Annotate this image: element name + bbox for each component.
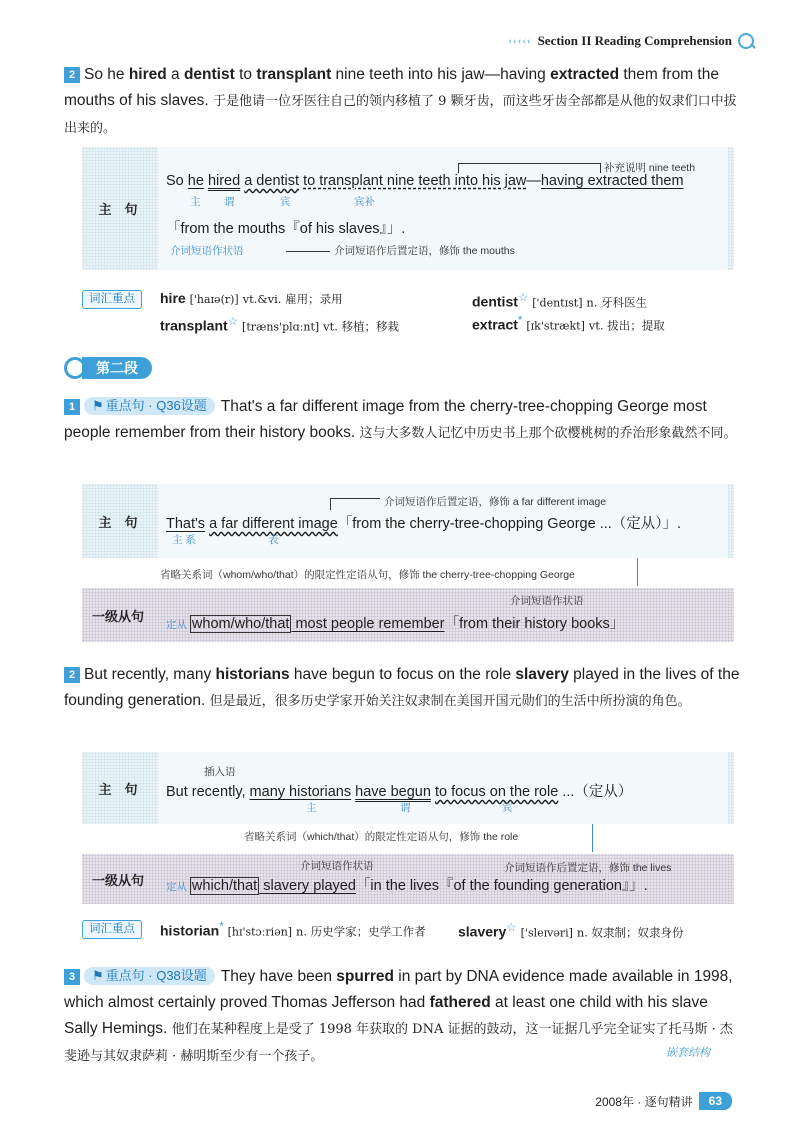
annotation: 补充说明 nine teeth <box>604 162 696 174</box>
vocab-item: extract* [ɪk'strækt] vt. 拔出；提取 <box>472 314 665 333</box>
box-label: 主 句 <box>98 202 138 217</box>
running-header <box>508 33 754 49</box>
sentence-3-text: 3 ⚑ 重点句 · Q38设题 They have been spurred in part by DNA evidence made available in 1998, which almost certainly proved Thomas Jefferson had fathered at least one child with his slave Sally Hemings. 他们在某种程度上是受了 1998 年获取的 DNA 证据的鼓动，这一证据几乎完全证实了托马斯 · 杰斐逊与其奴隶萨莉 · 赫明斯至少有一个孩子。 <box>64 968 733 1064</box>
flag-icon: ⚑ <box>92 968 104 983</box>
analysis-box-sub-clause: 一级从句 介词短语作状语 定从 whom/who/that most people remember「from their history books」 <box>82 588 734 642</box>
key-sentence-tag: ⚑ 重点句 · Q38设题 <box>84 967 215 985</box>
vocab-section-1 <box>82 290 742 338</box>
sentence-number: 2 <box>64 67 80 83</box>
analyzed-sentence: But recently, many historians have begun to focus on the role ...（定从） <box>166 784 633 800</box>
flag-icon: ⚑ <box>92 398 104 413</box>
analysis-box-main-clause: 主 句 补充说明 nine teeth So he hired a dentist to transplant nine teeth into his jaw—having extracted them 主 谓 宾 宾补 「from the mouths『of his slaves』」. 介词短语作状语 介词短语作后置定语，修饰 the mouths <box>82 147 734 270</box>
analyzed-sentence: 定从 which/that slavery played「in the lives『of the founding generation』」. <box>166 878 648 894</box>
analysis-box-sub-clause-2: 一级从句 介词短语作状语 介词短语作后置定语，修饰 the lives 定从 which/that slavery played「in the lives『of the founding generation』」. <box>82 854 734 904</box>
footer-text: 2008年 · 逐句精讲 <box>595 1094 693 1109</box>
vocab-item: slavery☆ ['sleɪvəri] n. 奴隶制；奴隶身份 <box>458 921 684 940</box>
analyzed-sentence: That's a far different image「from the cherry-tree-chopping George ...（定从）」. <box>166 516 682 532</box>
page-number: 63 <box>699 1092 732 1110</box>
analyzed-sentence-line2: 「from the mouths『of his slaves』」. <box>166 221 406 237</box>
section-title: 第二段 <box>82 357 152 379</box>
vocab-item: historian* [hɪ'stɔːriən] n. 历史学家；史学工作者 <box>160 920 426 939</box>
vocab-section-2: 词汇重点 historian* [hɪ'stɔːriən] n. 历史学家；史学工作者 slavery☆ ['sleɪvəri] n. 奴隶制；奴隶身份 <box>82 920 742 942</box>
magnifier-icon <box>738 33 754 49</box>
sentence-translation: 于是他请一位牙医往自己的领内移植了 9 颗牙齿，而这些牙齿全部都是从他的奴隶们口中拔出来的。 <box>64 94 737 136</box>
vocab-item: transplant☆ [træns'plɑːnt] vt. 移植；移栽 <box>160 315 400 334</box>
sentence-2-text: 2 So he hired a dentist to transplant nine teeth into his jaw—having extracted them from the mouths of his slaves. 于是他请一位牙医往自己的领内移植了 9 颗牙齿，而这些牙齿全部都是从他的奴隶们口中拔出来的。 <box>64 66 737 136</box>
analyzed-sentence: 定从 whom/who/that most people remember「from their history books」 <box>166 616 625 632</box>
analysis-box-main-clause-2: 主 句 介词短语作后置定语，修饰 a far different image That's a far different image「from the cherry-tree-chopping George ...（定从）」. 主 系 表 <box>82 484 734 558</box>
header-title: Section II Reading Comprehension <box>537 33 732 48</box>
vocab-item: hire ['haɪə(r)] vt.&vi. 雇用；录用 <box>160 290 343 306</box>
sentence-1-text: 1 ⚑ 重点句 · Q36设题 That's a far different image from the cherry-tree-chopping George most people remember from their history books. 这与大多数人记忆中历史书上那个砍樱桃树的乔治形象截然不同。 <box>64 398 737 441</box>
sentence-2b-text: 2 But recently, many historians have begun to focus on the role slavery played in the lives of the founding generation. 但是最近，很多历史学家开始关注奴隶制在美国开国元勋们的生活中所扮演的角色。 <box>64 666 740 709</box>
vocab-tag: 词汇重点 <box>82 290 142 309</box>
section-heading <box>64 356 152 380</box>
key-sentence-tag: ⚑ 重点句 · Q36设题 <box>84 397 215 415</box>
header-arrows: ‹‹‹‹‹ <box>508 35 532 47</box>
vocab-item: dentist☆ ['dentɪst] n. 牙科医生 <box>472 291 648 310</box>
analyzed-sentence: So he hired a dentist to transplant nine teeth into his jaw—having extracted them <box>166 173 684 189</box>
clause-annotation: 省略关系词（which/that）的限定性定语从句，修饰 the role <box>244 831 519 843</box>
clause-annotation: 省略关系词（whom/who/that）的限定性定语从句，修饰 the cherry-tree-chopping George <box>160 569 575 581</box>
page-footer <box>595 1092 732 1110</box>
structure-note: 嵌套结构 <box>666 1047 710 1059</box>
analysis-box-main-clause-3: 主 句 插入语 But recently, many historians have begun to focus on the role ...（定从） 主 谓 宾 <box>82 752 734 824</box>
